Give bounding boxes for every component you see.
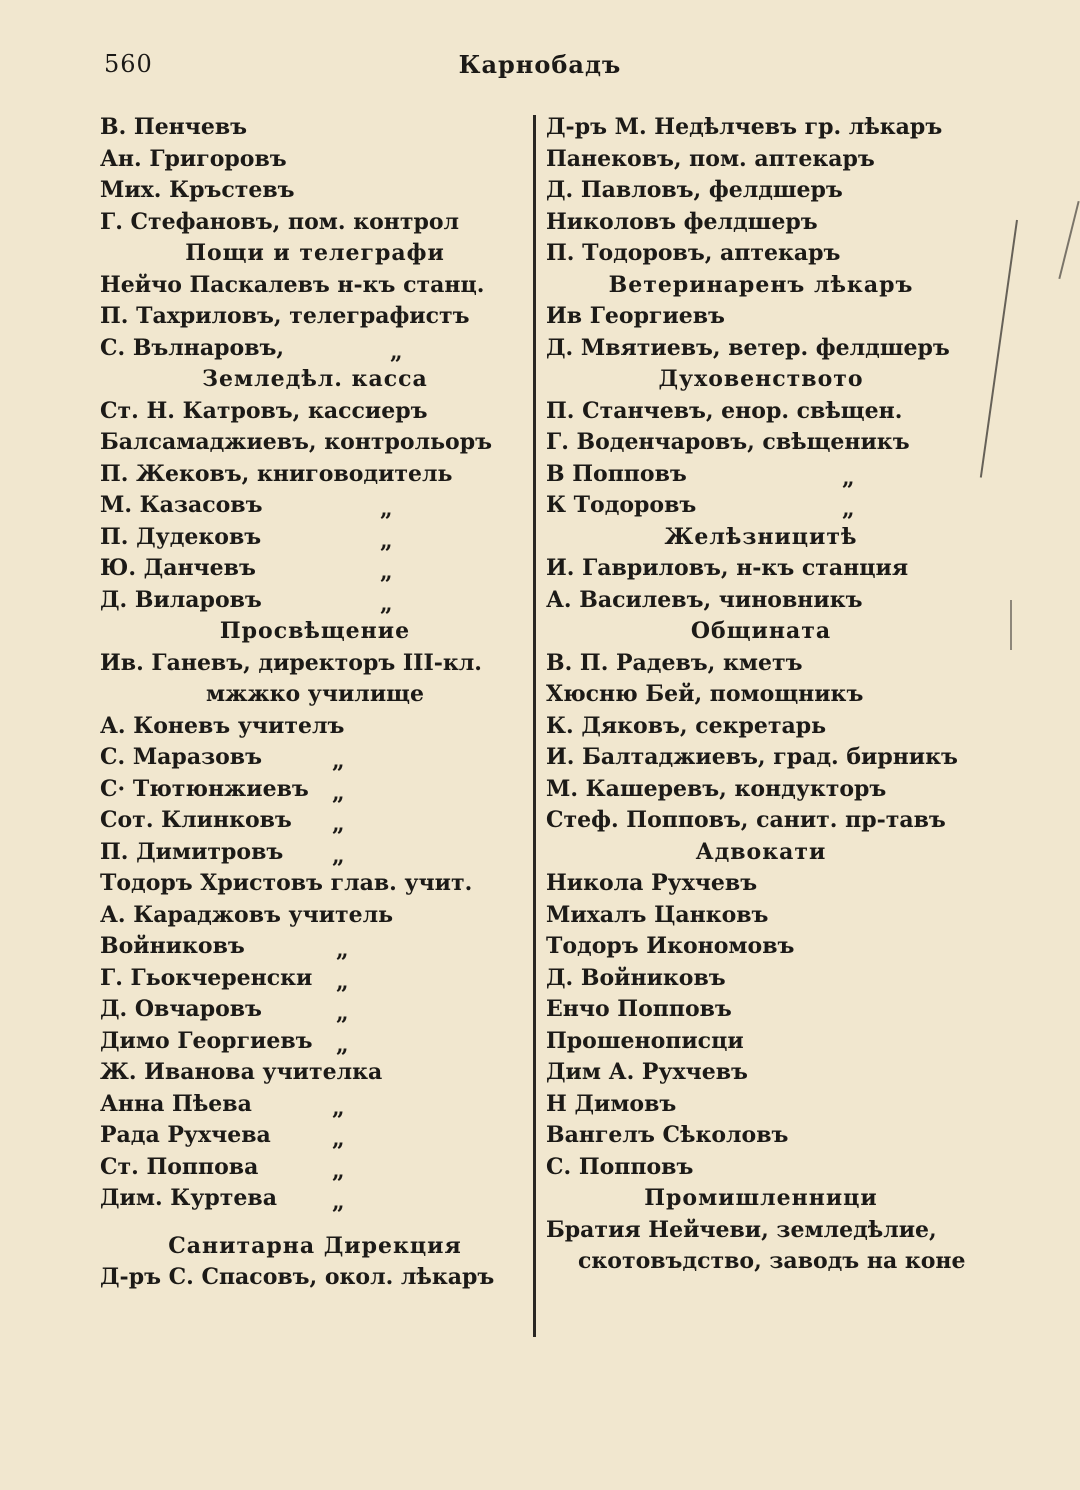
entry-text: Д-ръ С. Спасовъ, окол. лѣкаръ (100, 1264, 495, 1290)
entry-text: П. Дудековъ (100, 523, 262, 550)
edge-scratch-mark (980, 220, 1018, 478)
directory-entry (546, 553, 976, 585)
spacer (100, 1215, 530, 1231)
entry-text: Тодоръ Христовъ глав. учит. (100, 870, 473, 896)
section-heading (546, 616, 976, 648)
directory-entry (546, 1215, 976, 1247)
section-heading (546, 1183, 976, 1215)
entry-text: Ветеринаренъ лѣкаръ (608, 271, 914, 298)
entry-text: Стеф. Попповъ, санит. пр-тавъ (546, 807, 946, 833)
directory-entry (100, 112, 530, 144)
entry-text: А. Караджовъ учитель (100, 901, 394, 928)
left-column (100, 112, 530, 1294)
entry-text: Михалъ Цанковъ (546, 901, 769, 928)
directory-entry (100, 648, 530, 680)
right-column (546, 112, 976, 1278)
ditto-mark: „ (336, 937, 349, 963)
section-heading (100, 616, 530, 648)
directory-entry (100, 1057, 530, 1089)
directory-entry (100, 900, 530, 932)
page-number: 560 (104, 50, 153, 78)
ditto-mark: „ (332, 1189, 345, 1215)
entry-text: Пощи и телеграфи (185, 240, 445, 266)
section-heading (546, 837, 976, 869)
directory-entry (100, 553, 530, 585)
directory-entry (546, 711, 976, 743)
directory-entry (546, 742, 976, 774)
entry-text: М. Казасовъ (100, 492, 263, 518)
ditto-mark: „ (332, 811, 345, 837)
entry-text: М. Кашеревъ, кондукторъ (546, 775, 887, 802)
entry-text: К. Дяковъ, секретарь (546, 712, 827, 739)
entry-text: Ив Георгиевъ (546, 303, 725, 329)
entry-text: Г. Стефановъ, пом. контрол (100, 208, 460, 235)
entry-text: Дим А. Рухчевъ (546, 1059, 748, 1085)
entry-text: А. Коневъ учителъ (100, 712, 345, 739)
directory-entry (100, 1262, 530, 1294)
ditto-mark: „ (380, 496, 393, 522)
directory-entry (546, 585, 976, 617)
entry-text: Братия Нейчеви, земледѣлие, (546, 1216, 937, 1243)
ditto-mark: „ (336, 1031, 349, 1058)
running-title: Карнобадъ (458, 50, 622, 79)
directory-entry (546, 333, 976, 365)
entry-text: Мих. Кръстевъ (100, 177, 295, 203)
directory-entry (100, 742, 530, 774)
section-heading (546, 364, 976, 396)
page-header (0, 50, 1080, 86)
ditto-mark: „ (390, 338, 403, 365)
directory-entry (546, 144, 976, 176)
directory-entry (100, 711, 530, 743)
directory-entry (100, 270, 530, 302)
directory-entry (546, 1152, 976, 1184)
entry-text: Ив. Ганевъ, директоръ III-кл. (100, 649, 482, 676)
directory-entry (100, 427, 530, 459)
entry-text: П. Димитровъ (100, 838, 284, 865)
directory-entry (100, 1183, 530, 1215)
directory-entry (546, 207, 976, 239)
entry-text: Д. Павловъ, фелдшеръ (546, 177, 843, 203)
entry-text: И. Гавриловъ, н-къ станция (546, 555, 909, 581)
entry-text: мжжко училище (206, 681, 424, 707)
entry-text: Николовъ фелдшеръ (546, 208, 818, 235)
entry-text: Г. Гьокчеренски (100, 964, 313, 991)
directory-entry (546, 396, 976, 428)
entry-text: Никола Рухчевъ (546, 870, 758, 896)
entry-text: Д. Овчаровъ (100, 996, 262, 1022)
directory-entry (100, 459, 530, 491)
directory-entry (546, 238, 976, 270)
ditto-mark: „ (380, 527, 393, 554)
entry-text: Ан. Григоровъ (100, 145, 287, 172)
directory-entry (100, 1089, 530, 1121)
entry-text: Санитарна Дирекция (168, 1232, 462, 1259)
entry-text: П. Тодоровъ, аптекаръ (546, 240, 841, 266)
directory-entry (546, 963, 976, 995)
entry-text: И. Балтаджиевъ, град. бирникъ (546, 744, 958, 770)
section-heading (546, 270, 976, 302)
entry-text: Хюсню Бей, помощникъ (546, 681, 864, 707)
directory-entry (100, 931, 530, 963)
entry-text: Димо Георгиевъ (100, 1027, 313, 1054)
entry-text: Сот. Клинковъ (100, 807, 292, 833)
entry-text: С. Попповъ (546, 1153, 694, 1180)
directory-entry (100, 963, 530, 995)
ditto-mark: „ (332, 1157, 345, 1184)
entry-text: Желѣзницитѣ (664, 523, 858, 550)
entry-text: П. Жековъ, книговодитель (100, 460, 453, 487)
directory-entry (546, 900, 976, 932)
entry-text: Нейчо Паскалевъ н-къ станц. (100, 271, 485, 298)
entry-text: скотовъдство, заводъ на коне (578, 1248, 966, 1274)
entry-text: Н Димовъ (546, 1090, 677, 1117)
section-heading (100, 364, 530, 396)
ditto-mark: „ (332, 1094, 345, 1121)
directory-entry (546, 931, 976, 963)
directory-entry (546, 490, 976, 522)
edge-scratch-mark (1058, 201, 1079, 279)
directory-entry (100, 144, 530, 176)
directory-entry (100, 868, 530, 900)
column-divider (533, 115, 536, 1337)
entry-text: Ж. Иванова учителка (100, 1059, 383, 1085)
directory-entry (100, 175, 530, 207)
section-heading (100, 1231, 530, 1263)
entry-text: Прошенописци (546, 1027, 744, 1054)
entry-text: С· Тютюнжиевъ (100, 775, 309, 802)
entry-text: Ст. Поппова (100, 1153, 259, 1180)
entry-text: Енчо Попповъ (546, 996, 732, 1022)
ditto-mark: „ (332, 1126, 345, 1152)
ditto-mark: „ (332, 748, 345, 774)
directory-entry (546, 994, 976, 1026)
directory-entry (100, 837, 530, 869)
directory-entry (546, 301, 976, 333)
ditto-mark: „ (380, 590, 393, 617)
section-heading (546, 522, 976, 554)
entry-text: Панековъ, пом. аптекаръ (546, 145, 875, 172)
directory-entry (100, 396, 530, 428)
entry-text: П. Станчевъ, енор. свѣщен. (546, 397, 903, 424)
directory-entry (546, 1089, 976, 1121)
entry-text: Ю. Данчевъ (100, 555, 256, 581)
entry-text: Ст. Н. Катровъ, кассиеръ (100, 397, 428, 424)
entry-text: Г. Воденчаровъ, свѣщеникъ (546, 429, 910, 455)
directory-entry (546, 868, 976, 900)
directory-entry (100, 805, 530, 837)
directory-entry (546, 1057, 976, 1089)
directory-entry (546, 1026, 976, 1058)
entry-text: Д-ръ М. Недѣлчевъ гр. лѣкаръ (546, 114, 943, 140)
entry-text: Общината (690, 618, 832, 644)
directory-entry (100, 774, 530, 806)
entry-text: Дим. Куртева (100, 1185, 277, 1211)
ditto-mark: „ (842, 464, 855, 491)
entry-text: Земледѣл. касса (202, 366, 428, 392)
directory-entry (546, 459, 976, 491)
entry-text: Просвѣщение (219, 618, 411, 644)
entry-text: Войниковъ (100, 933, 245, 959)
entry-text: Вангелъ Сѣколовъ (546, 1122, 789, 1148)
entry-text: Д. Мвятиевъ, ветер. фелдшеръ (546, 334, 950, 361)
directory-entry (546, 1120, 976, 1152)
directory-entry (100, 301, 530, 333)
edge-scratch-mark (1010, 600, 1012, 650)
directory-entry (100, 1152, 530, 1184)
entry-text: Д. Виларовъ (100, 586, 262, 613)
directory-entry (546, 679, 976, 711)
entry-text: Духовенството (658, 366, 864, 392)
entry-text: Тодоръ Икономовъ (546, 933, 795, 959)
ditto-mark: „ (332, 779, 345, 806)
directory-entry (546, 805, 976, 837)
entry-text: Рада Рухчева (100, 1122, 271, 1148)
entry-text: С. Маразовъ (100, 744, 262, 770)
ditto-mark: „ (332, 842, 345, 869)
directory-entry (546, 112, 976, 144)
directory-entry (100, 585, 530, 617)
directory-entry (100, 207, 530, 239)
entry-text: Анна Пѣева (100, 1090, 252, 1117)
entry-text: С. Вълнаровъ, (100, 334, 285, 361)
directory-entry (100, 1120, 530, 1152)
ditto-mark: „ (842, 496, 855, 522)
entry-text: Д. Войниковъ (546, 964, 726, 991)
directory-entry (100, 522, 530, 554)
entry-text: А. Василевъ, чиновникъ (546, 586, 863, 613)
entry-continuation (546, 1246, 976, 1278)
ditto-mark: „ (336, 968, 349, 995)
entry-text: П. Тахриловъ, телеграфистъ (100, 303, 470, 329)
entry-text: В Попповъ (546, 460, 687, 487)
section-heading (100, 238, 530, 270)
directory-entry (100, 333, 530, 365)
directory-entry (100, 490, 530, 522)
directory-entry (546, 175, 976, 207)
directory-entry (100, 1026, 530, 1058)
entry-text: Балсамаджиевъ, контрольоръ (100, 429, 492, 455)
entry-text: В. П. Радевъ, кметъ (546, 649, 803, 676)
entry-text: Адвокати (695, 838, 827, 865)
directory-entry (546, 648, 976, 680)
directory-entry (546, 774, 976, 806)
directory-entry (546, 427, 976, 459)
ditto-mark: „ (380, 559, 393, 585)
entry-text: К Тодоровъ (546, 492, 697, 518)
entry-continuation (100, 679, 530, 711)
entry-text: В. Пенчевъ (100, 114, 248, 140)
directory-entry (100, 994, 530, 1026)
ditto-mark: „ (336, 1000, 349, 1026)
entry-text: Промишленници (644, 1185, 878, 1211)
